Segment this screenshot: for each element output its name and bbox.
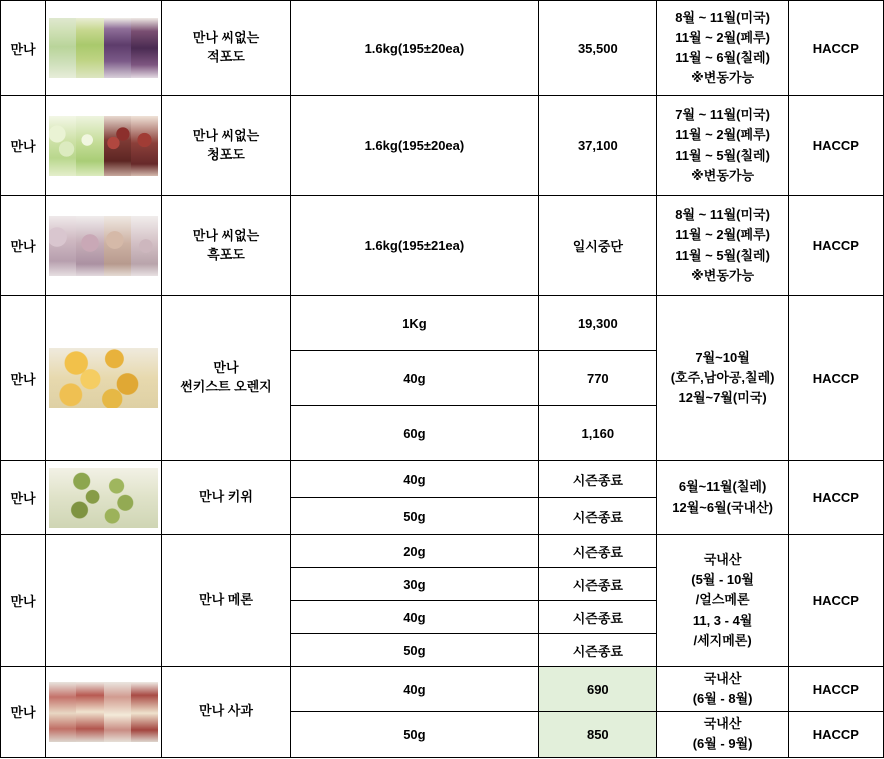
season-line: 6월~11월(칠레) xyxy=(678,479,767,495)
price-cell: 37,100 xyxy=(539,96,657,196)
season-cell xyxy=(657,196,788,296)
season-line: 11월 ~ 5월(칠레) xyxy=(675,147,770,163)
price-cell: 시즌종료 xyxy=(539,601,657,634)
spec-cell: 40g xyxy=(290,461,539,498)
spec-cell: 50g xyxy=(290,498,539,535)
season-line: /얼스메론 xyxy=(695,592,750,608)
table-row xyxy=(1,1,884,96)
season-line: 11월 ~ 5월(칠레) xyxy=(675,247,770,263)
season-line: (6월 - 9월) xyxy=(692,736,753,752)
product-name-line: 만나 사과 xyxy=(199,703,253,719)
product-name-line: 만나 씨없는 xyxy=(192,127,260,143)
price-cell: 35,500 xyxy=(539,1,657,96)
product-name xyxy=(162,196,290,296)
season-line: 11월 ~ 2월(페루) xyxy=(675,127,770,143)
spec-cell: 20g xyxy=(290,535,539,568)
season-line: 국내산 xyxy=(703,671,742,686)
season-note: ※변동가능 xyxy=(691,167,755,183)
certification-cell: HACCP xyxy=(788,461,883,535)
season-line: 8월 ~ 11월(미국) xyxy=(675,9,770,25)
certification-cell: HACCP xyxy=(788,1,883,96)
season-line: 국내산 xyxy=(703,716,742,732)
product-name-line: 만나 씨없는 xyxy=(192,30,260,46)
season-note: ※변동가능 xyxy=(691,70,755,86)
season-cell xyxy=(657,712,788,757)
table-row xyxy=(1,96,884,196)
season-line: 7월 ~ 11월(미국) xyxy=(675,107,770,123)
product-name xyxy=(162,1,290,96)
certification-cell: HACCP xyxy=(788,712,883,757)
season-line: /세지메론) xyxy=(693,632,752,648)
product-name xyxy=(162,96,290,196)
certification-cell: HACCP xyxy=(788,96,883,196)
season-cell xyxy=(657,535,788,667)
product-name-line: 만나 xyxy=(213,360,239,376)
spec-cell: 1Kg xyxy=(290,296,539,351)
price-cell: 850 xyxy=(539,712,657,757)
season-line: 11월 ~ 2월(페루) xyxy=(675,29,770,45)
product-name xyxy=(162,667,290,758)
season-line: 11월 ~ 2월(페루) xyxy=(675,227,770,243)
certification-cell: HACCP xyxy=(788,535,883,667)
price-cell: 19,300 xyxy=(539,296,657,351)
spec-cell: 50g xyxy=(290,634,539,667)
brand-label: 만나 xyxy=(1,1,46,96)
table-row xyxy=(1,296,884,351)
price-cell: 시즌종료 xyxy=(539,461,657,498)
product-name-line: 썬키스트 오렌지 xyxy=(180,379,272,394)
spec-cell: 40g xyxy=(290,351,539,406)
product-name-line: 적포도 xyxy=(207,49,245,64)
price-cell: 770 xyxy=(539,351,657,406)
table-row xyxy=(1,196,884,296)
season-line: 11월 ~ 6월(칠레) xyxy=(675,50,770,65)
season-line: (5월 - 10월 xyxy=(691,572,754,588)
season-line: (호주,남아공,칠레) xyxy=(670,369,775,385)
black-grape-photo xyxy=(46,196,162,296)
brand-label: 만나 xyxy=(1,535,46,667)
price-cell: 시즌종료 xyxy=(539,498,657,535)
red-grape-photo xyxy=(46,1,162,96)
product-name-line: 청포도 xyxy=(207,146,245,162)
spec-cell: 1.6kg(195±20ea) xyxy=(290,1,539,96)
certification-cell: HACCP xyxy=(788,196,883,296)
price-cell: 일시중단 xyxy=(539,196,657,296)
kiwi-photo xyxy=(46,461,162,535)
table-row xyxy=(1,667,884,712)
product-name xyxy=(162,535,290,667)
season-cell xyxy=(657,1,788,96)
product-name-line: 만나 씨없는 xyxy=(192,227,260,243)
season-line: 8월 ~ 11월(미국) xyxy=(675,207,770,223)
price-cell: 690 xyxy=(539,667,657,712)
product-name xyxy=(162,461,290,535)
spec-cell: 40g xyxy=(290,601,539,634)
apple-photo xyxy=(46,667,162,758)
brand-label: 만나 xyxy=(1,96,46,196)
brand-label: 만나 xyxy=(1,296,46,461)
spec-cell: 30g xyxy=(290,568,539,601)
season-cell xyxy=(657,667,788,712)
season-line: (6월 - 8월) xyxy=(692,691,753,707)
product-name-line: 만나 메론 xyxy=(199,592,253,608)
spec-cell: 1.6kg(195±21ea) xyxy=(290,196,539,296)
season-line: 국내산 xyxy=(703,552,742,568)
spec-cell: 50g xyxy=(290,712,539,757)
melon-photo xyxy=(46,535,162,667)
season-cell xyxy=(657,96,788,196)
price-cell: 시즌종료 xyxy=(539,568,657,601)
certification-cell: HACCP xyxy=(788,667,883,712)
season-cell xyxy=(657,296,788,461)
table-row xyxy=(1,461,884,498)
table-row xyxy=(1,535,884,568)
certification-cell: HACCP xyxy=(788,296,883,461)
season-line: 7월~10월 xyxy=(695,349,750,365)
brand-label: 만나 xyxy=(1,667,46,758)
season-line: 11, 3 - 4월 xyxy=(692,612,753,628)
brand-label: 만나 xyxy=(1,196,46,296)
product-name-line: 흑포도 xyxy=(207,246,245,262)
price-cell: 시즌종료 xyxy=(539,634,657,667)
season-line: 12월~7월(미국) xyxy=(678,390,767,406)
product-name xyxy=(162,296,290,461)
season-line: 12월~6월(국내산) xyxy=(672,499,773,515)
green-grape-photo xyxy=(46,96,162,196)
brand-label: 만나 xyxy=(1,461,46,535)
product-name-line: 만나 키위 xyxy=(199,489,253,505)
season-cell xyxy=(657,461,788,535)
price-cell: 1,160 xyxy=(539,406,657,461)
spec-cell: 1.6kg(195±20ea) xyxy=(290,96,539,196)
spec-cell: 60g xyxy=(290,406,539,461)
season-note: ※변동가능 xyxy=(691,267,755,283)
price-cell: 시즌종료 xyxy=(539,535,657,568)
orange-photo xyxy=(46,296,162,461)
spec-cell: 40g xyxy=(290,667,539,712)
